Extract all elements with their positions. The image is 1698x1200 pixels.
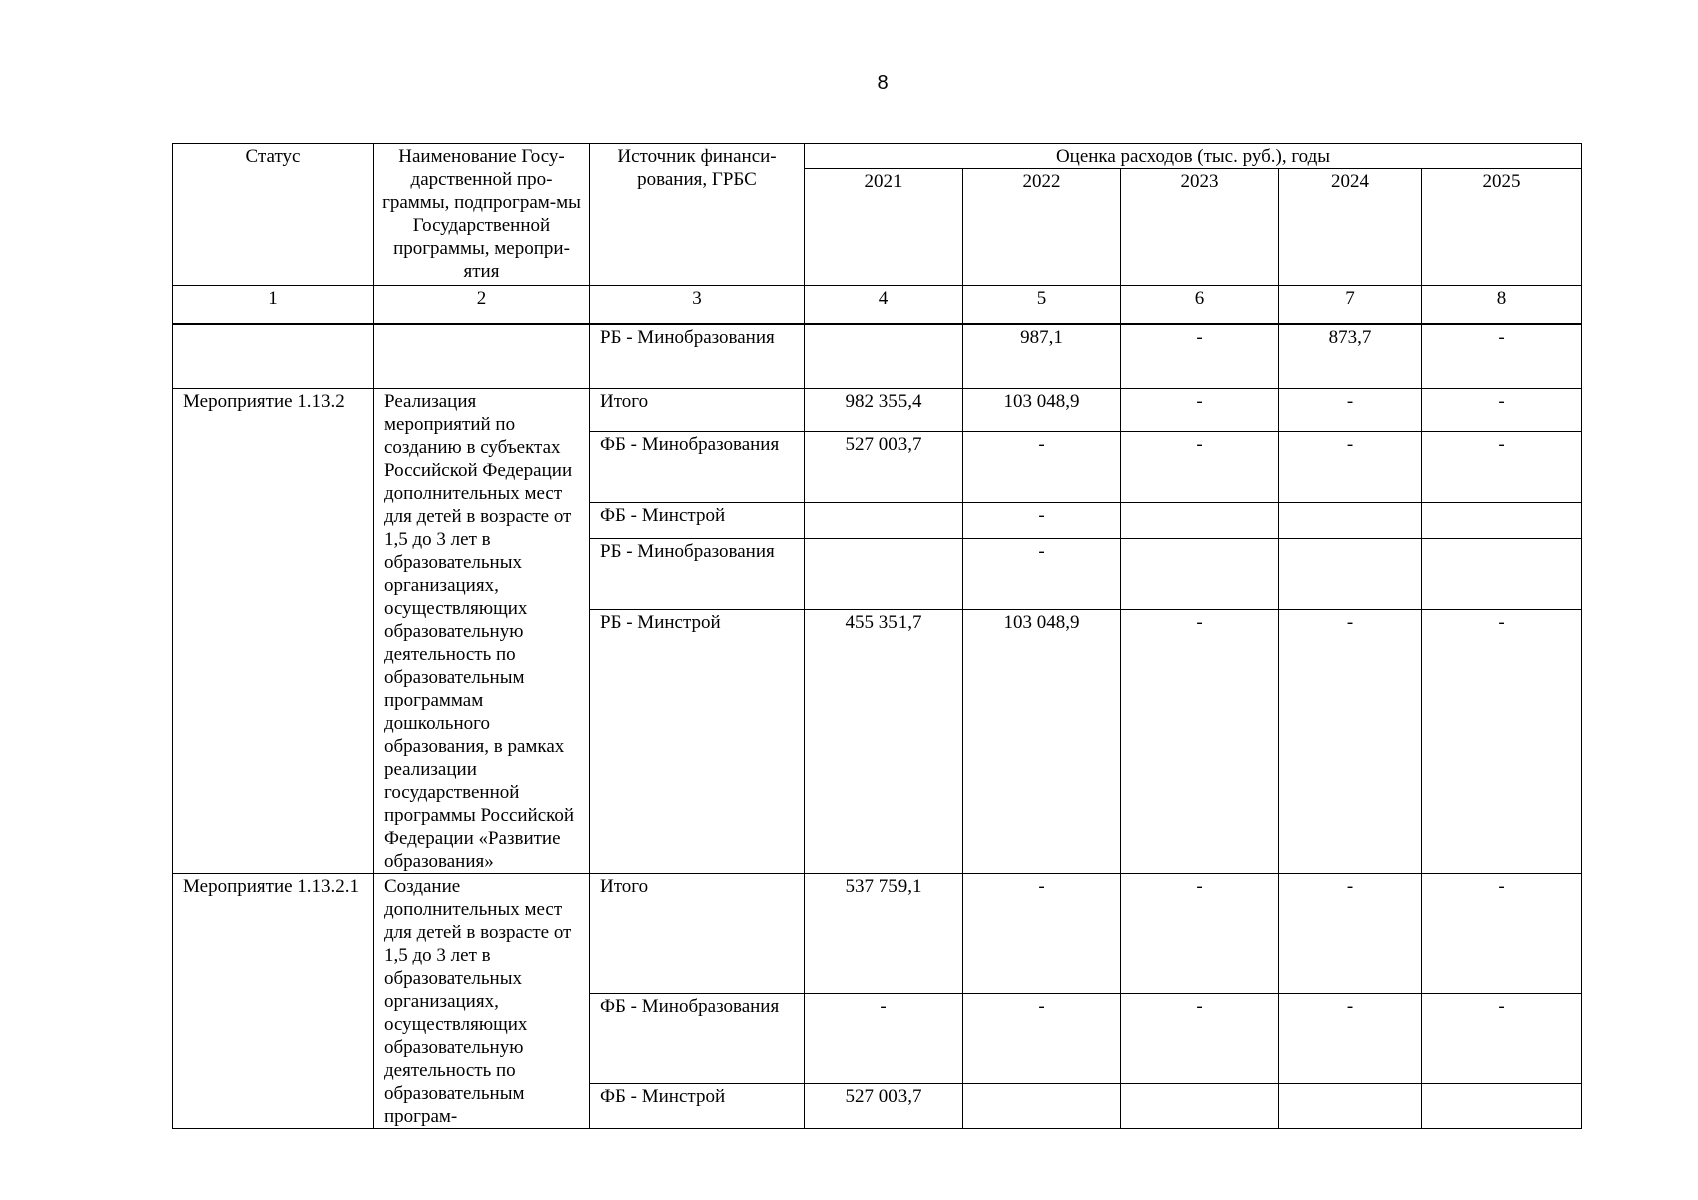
value-2025 (1422, 502, 1582, 538)
value-2022: 103 048,9 (963, 389, 1121, 432)
source-cell: РБ - Минстрой (590, 609, 805, 873)
source-cell: РБ - Минобразования (590, 324, 805, 389)
value-2025 (1422, 1083, 1582, 1128)
value-2022: - (963, 502, 1121, 538)
value-2025: - (1422, 431, 1582, 502)
value-2022: 103 048,9 (963, 609, 1121, 873)
value-2024: - (1279, 389, 1422, 432)
status-cell: Мероприятие 1.13.2 (173, 389, 374, 874)
table-row (173, 389, 1582, 432)
source-cell: ФБ - Минстрой (590, 502, 805, 538)
source-cell: Итого (590, 874, 805, 994)
status-cell (173, 324, 374, 389)
value-2021: 455 351,7 (805, 609, 963, 873)
value-2023: - (1121, 431, 1279, 502)
col-number: 4 (805, 286, 963, 324)
value-2024 (1279, 538, 1422, 609)
column-number-row (173, 286, 1582, 324)
table-row (173, 324, 1582, 389)
value-2022 (963, 1083, 1121, 1128)
name-cell: Создание дополнительных мест для детей в возрасте от 1,5 до 3 лет в образовательных организациях, осуществляющих образовательную деятельность по образовательным програм- (374, 874, 590, 1129)
value-2024: - (1279, 431, 1422, 502)
header-estimate: Оценка расходов (тыс. руб.), годы (805, 144, 1582, 169)
source-cell: Итого (590, 389, 805, 432)
value-2021 (805, 502, 963, 538)
value-2022: - (963, 538, 1121, 609)
value-2024: - (1279, 994, 1422, 1084)
header-year-2024: 2024 (1279, 169, 1422, 286)
header-year-2021: 2021 (805, 169, 963, 286)
value-2021: 527 003,7 (805, 1083, 963, 1128)
value-2023 (1121, 538, 1279, 609)
value-2025: - (1422, 994, 1582, 1084)
value-2023 (1121, 502, 1279, 538)
col-number: 7 (1279, 286, 1422, 324)
value-2022: - (963, 874, 1121, 994)
header-name: Наименование Госу-дарственной про-граммы, подпрограм-мы Государственной программы, меропри-ятия (374, 144, 590, 286)
value-2021: 982 355,4 (805, 389, 963, 432)
header-year-2022: 2022 (963, 169, 1121, 286)
col-number: 2 (374, 286, 590, 324)
value-2023: - (1121, 389, 1279, 432)
value-2025: - (1422, 609, 1582, 873)
value-2024 (1279, 502, 1422, 538)
source-cell: ФБ - Минобразования (590, 431, 805, 502)
source-cell: ФБ - Минстрой (590, 1083, 805, 1128)
header-status: Статус (173, 144, 374, 286)
value-2024: 873,7 (1279, 324, 1422, 389)
value-2023: - (1121, 994, 1279, 1084)
col-number: 5 (963, 286, 1121, 324)
value-2024: - (1279, 609, 1422, 873)
header-source: Источник финанси-рования, ГРБС (590, 144, 805, 286)
source-cell: РБ - Минобразования (590, 538, 805, 609)
value-2025: - (1422, 874, 1582, 994)
status-cell: Мероприятие 1.13.2.1 (173, 874, 374, 1129)
col-number: 8 (1422, 286, 1582, 324)
value-2021 (805, 538, 963, 609)
value-2022: - (963, 431, 1121, 502)
value-2023: - (1121, 609, 1279, 873)
value-2021: 527 003,7 (805, 431, 963, 502)
value-2023: - (1121, 324, 1279, 389)
value-2023 (1121, 1083, 1279, 1128)
source-cell: ФБ - Минобразования (590, 994, 805, 1084)
value-2022: 987,1 (963, 324, 1121, 389)
value-2025: - (1422, 389, 1582, 432)
value-2024 (1279, 1083, 1422, 1128)
header-year-2025: 2025 (1422, 169, 1582, 286)
col-number: 3 (590, 286, 805, 324)
value-2025: - (1422, 324, 1582, 389)
value-2022: - (963, 994, 1121, 1084)
page-number: 8 (877, 72, 889, 94)
value-2021: - (805, 994, 963, 1084)
table-row (173, 874, 1582, 994)
budget-table (172, 143, 1582, 1129)
name-cell (374, 324, 590, 389)
header-year-2023: 2023 (1121, 169, 1279, 286)
name-cell: Реализация мероприятий по созданию в субъектах Российской Федерации дополнительных мест для детей в возрасте от 1,5 до 3 лет в образовательных организациях, осуществляющих образовательную деятельность по образовательным программам дошкольного образования, в рамках реализации государственной программы Российской Федерации «Развитие образования» (374, 389, 590, 874)
value-2023: - (1121, 874, 1279, 994)
value-2024: - (1279, 874, 1422, 994)
value-2021 (805, 324, 963, 389)
col-number: 1 (173, 286, 374, 324)
col-number: 6 (1121, 286, 1279, 324)
value-2025 (1422, 538, 1582, 609)
value-2021: 537 759,1 (805, 874, 963, 994)
